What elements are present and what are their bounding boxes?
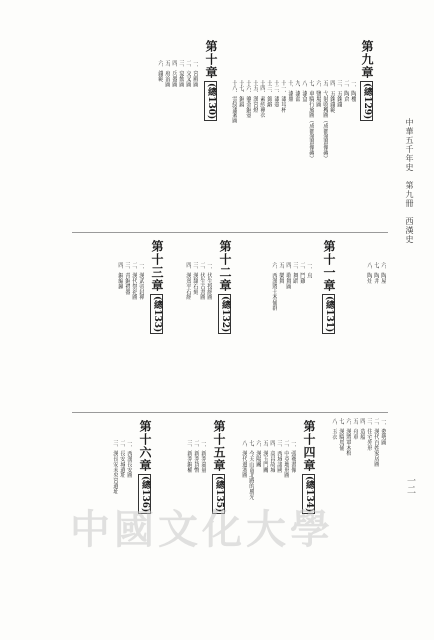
entry: 十四、素紗襌衣 xyxy=(258,80,265,226)
entry: 一、漢武帝封禪 xyxy=(137,262,144,406)
section-divider xyxy=(72,412,388,413)
entry: 五、舟車 xyxy=(351,418,358,628)
entry: 十五、漢宮燈 xyxy=(251,80,258,226)
entry: 十一、漆耳杯 xyxy=(279,80,286,226)
entry: 三、青銅禮器 xyxy=(123,262,130,406)
entry: 一、新莽嘉量 xyxy=(199,440,206,628)
chapter-entry-list xyxy=(316,262,386,406)
entry: 二、長安城遺址 xyxy=(118,440,125,628)
entry: 七、漢騎馬俑 xyxy=(337,418,344,628)
chapter-heading: 第九章(總129) xyxy=(360,40,374,120)
entry: 八、陶灶 xyxy=(365,262,372,406)
running-header: 中華五千年史 第九冊 西漢史 xyxy=(405,118,414,244)
entry: 四、兵器圖 xyxy=(170,60,177,226)
chapter-entry-list xyxy=(170,262,212,406)
entry: 三、漢隸石刻 xyxy=(191,262,198,406)
entry: 二、伏生古書圖 xyxy=(198,262,205,406)
chapter-heading: 第十五章(總135) xyxy=(212,420,226,513)
entry: 三、五銖錢 xyxy=(335,80,342,226)
chapter-entry-list xyxy=(230,80,356,226)
chapter-heading: 第十六章(總136) xyxy=(138,420,152,513)
entry: 一、張騫畫像 xyxy=(289,440,296,628)
entry: 二、漢代祭祀圖 xyxy=(130,262,137,406)
entry: 五、樂舞 xyxy=(277,262,284,406)
entry: 七、車騎行旅圖（成都漢畫像磚） xyxy=(307,80,314,226)
entry: 三、西域諸國 xyxy=(275,440,282,628)
chapter-heading: 第十三章(總133) xyxy=(150,240,164,333)
entry: 一、西漢長安圖 xyxy=(125,440,132,628)
entry: 六、錢範 xyxy=(156,60,163,226)
entry: 十七、銅鏡 xyxy=(237,80,244,226)
entry: 七、陶井 xyxy=(372,262,379,406)
entry: 四、歌舞圖 xyxy=(284,262,291,406)
entry: 六、漢將軍木棺 xyxy=(344,418,351,628)
entry: 十三、錦緞 xyxy=(265,80,272,226)
page-number: 一二 xyxy=(405,476,415,494)
entry: 三、住宅外形 xyxy=(365,418,372,628)
entry: 四、造船 xyxy=(358,418,365,628)
entry: 四、漢熹平石經 xyxy=(184,262,191,406)
entry: 六、西漢將士木俑群 xyxy=(270,262,277,406)
entry: 六、陶屋 xyxy=(379,262,386,406)
chapter-entry-list xyxy=(86,60,198,226)
entry: 八、漢代邊塞圖 xyxy=(240,440,247,628)
entry: 三、漢長安未央宮遺址 xyxy=(111,440,118,628)
entry: 五、弋射收穫圖（成都漢畫像磚） xyxy=(321,80,328,226)
entry: 三、宴飲圖 xyxy=(177,60,184,226)
entry: 一、宮殿圖 xyxy=(191,60,198,226)
entry: 三、舞蹈 xyxy=(291,262,298,406)
entry: 七、今天山南北路的風光 xyxy=(247,440,254,628)
chapter-heading: 第十二章(總132) xyxy=(218,240,232,333)
entry: 三、新莽銅權 xyxy=(185,440,192,628)
entry: 五、漢玉門關 xyxy=(261,440,268,628)
entry: 十、漆鼎 xyxy=(286,80,293,226)
entry: 一、烏 xyxy=(305,262,312,406)
entry: 六、鹽場圖 xyxy=(314,80,321,226)
entry: 四、五銖錢範 xyxy=(328,80,335,226)
entry: 二、陶倉 xyxy=(342,80,349,226)
entry: 二、鬥雞 xyxy=(298,262,305,406)
entry: 八、漆盒 xyxy=(300,80,307,226)
entry: 六、漢陽關 xyxy=(254,440,261,628)
entry: 一、姿勢圖 xyxy=(379,418,386,628)
entry: 十六、鎏金銅壺 xyxy=(244,80,251,226)
entry: 一、陶樓 xyxy=(349,80,356,226)
entry: 二、新莽貨幣 xyxy=(192,440,199,628)
entry: 八、玉衣 xyxy=(330,418,337,628)
entry: 五、府治圖 xyxy=(163,60,170,226)
watermark: 中國文化大學 xyxy=(70,507,334,553)
entry: 十八、雲紋漆案圖 xyxy=(230,80,237,226)
entry: 四、高昌故城 xyxy=(268,440,275,628)
entry: 十二、漆壺 xyxy=(272,80,279,226)
entry: 二、中亞地形圖 xyxy=(282,440,289,628)
entry: 九、漆奩 xyxy=(293,80,300,226)
chapter-heading: 第十四章(總134) xyxy=(302,420,316,513)
entry: 一、伏生授經圖 xyxy=(205,262,212,406)
section-divider xyxy=(72,232,388,233)
chapter-entry-list xyxy=(234,262,312,406)
chapter-entry-list xyxy=(96,262,144,406)
entry: 二、漢代百姓家居圖 xyxy=(372,418,379,628)
entry: 四、銅編鐘 xyxy=(116,262,123,406)
chapter-heading: 第十章(總130) xyxy=(204,40,218,120)
chapter-heading: 第十一章(總131) xyxy=(322,240,336,333)
entry: 二、交叉圖 xyxy=(184,60,191,226)
